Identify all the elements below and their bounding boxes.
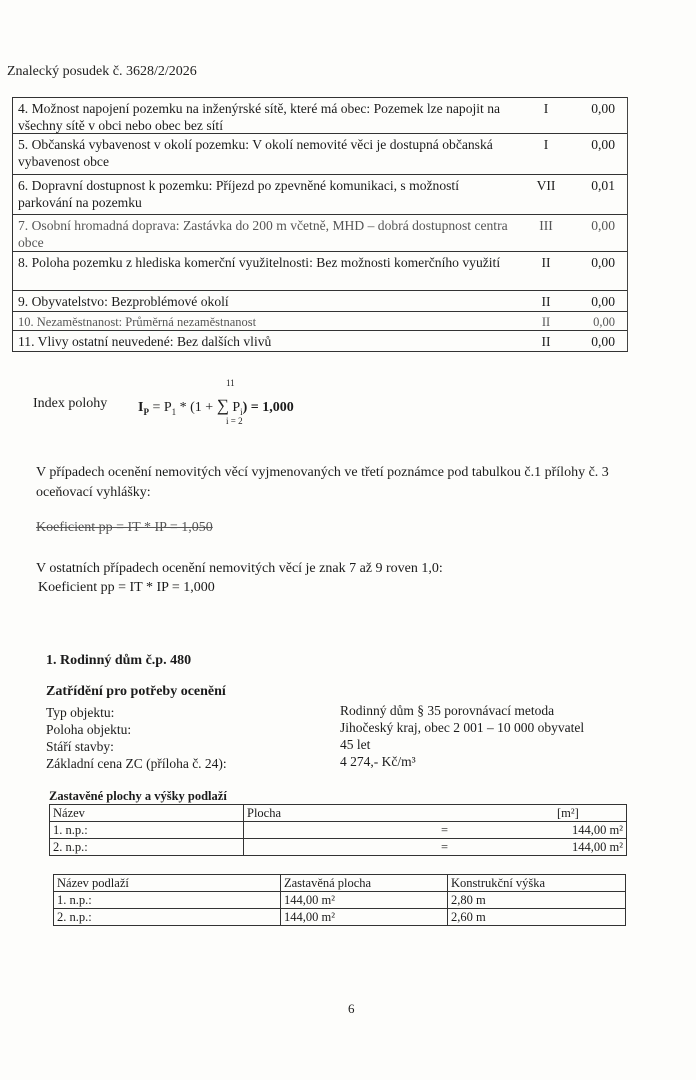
table-row	[54, 892, 626, 909]
areas-title: Zastavěné plochy a výšky podlaží	[49, 789, 227, 803]
col-floor-area: Zastavěná plocha	[281, 875, 448, 892]
sum-lower-limit: i = 2	[226, 416, 243, 426]
col-floor-name: Název podlaží	[54, 875, 281, 892]
class-label: Typ objektu:	[46, 705, 115, 720]
criteria-level: II	[541, 294, 551, 309]
criteria-value: 0,00	[591, 255, 615, 270]
criteria-row	[13, 133, 627, 174]
area-value: 144,00 m²	[554, 822, 627, 839]
criteria-row	[13, 290, 627, 311]
criteria-desc: 10. Nezaměstnanost: Průměrná nezaměstnanost	[18, 315, 257, 329]
class-label: Poloha objektu:	[46, 722, 132, 737]
table-row	[54, 909, 626, 926]
formula-i-sub: P	[143, 406, 149, 417]
criteria-value: 0,00	[591, 101, 615, 116]
formula-mid: = P	[148, 400, 172, 415]
floor-area: 144,00 m²	[281, 892, 448, 909]
floor-name: 2. n.p.:	[54, 909, 281, 926]
document-header: Znalecký posudek č. 3628/2/2026	[7, 64, 197, 79]
criteria-value: 0,01	[591, 178, 615, 193]
criteria-value: 0,00	[593, 315, 615, 329]
floors-table	[53, 874, 626, 926]
formula-p1-sub: 1	[171, 406, 177, 417]
paragraph-first: V případech ocenění nemovitých věcí vyjmenovaných ve třetí poznámce pod tabulkou č.1 přílohy č. 3 oceňovací vyhlášky:	[36, 465, 609, 500]
table-header-row	[54, 875, 626, 892]
index-label: Index polohy	[33, 396, 108, 411]
criteria-desc: 4. Možnost napojení pozemku na inženýrské sítě, které má obec: Pozemek lze napojit na všechny sítě v obci nebo obec bez sítí	[18, 101, 501, 133]
col-name: Název	[50, 805, 244, 822]
criteria-level: II	[541, 255, 551, 270]
class-value: 4 274,- Kč/m³	[340, 754, 416, 769]
floor-height: 2,60 m	[448, 909, 626, 926]
criteria-value: 0,00	[591, 218, 615, 233]
table-row	[50, 839, 627, 856]
criteria-value: 0,00	[591, 334, 615, 349]
criteria-desc: 9. Obyvatelstvo: Bezproblémové okolí	[18, 294, 229, 309]
criteria-table	[12, 97, 628, 352]
floor-area: 144,00 m²	[281, 909, 448, 926]
classification-title: Zatřídění pro potřeby ocenění	[46, 684, 226, 699]
class-label: Základní cena ZC (příloha č. 24):	[46, 756, 227, 771]
criteria-row	[13, 214, 627, 251]
area-eq: =	[244, 839, 555, 856]
areas-table	[49, 804, 627, 856]
area-name: 2. n.p.:	[50, 839, 244, 856]
formula-i: I	[138, 400, 144, 415]
section-title: 1. Rodinný dům č.p. 480	[46, 653, 192, 668]
formula-rest: * (1 +	[176, 400, 217, 415]
criteria-level: VII	[536, 178, 556, 193]
index-formula	[138, 396, 294, 417]
criteria-row	[13, 97, 627, 133]
criteria-row	[13, 330, 627, 351]
criteria-row	[13, 251, 627, 290]
area-value: 144,00 m²	[554, 839, 627, 856]
page-number: 6	[348, 1001, 355, 1016]
formula-end: ) = 1,000	[242, 400, 294, 415]
criteria-value: 0,00	[591, 137, 615, 152]
criteria-level: I	[543, 137, 549, 152]
class-value: Rodinný dům § 35 porovnávací metoda	[340, 703, 555, 718]
col-area	[244, 805, 555, 822]
criteria-desc: 11. Vlivy ostatní neuvedené: Bez dalších vlivů	[18, 334, 272, 349]
criteria-desc: 5. Občanská vybavenost v okolí pozemku: V okolí nemovité věci je dostupná občanská vybavenost obce	[18, 137, 493, 169]
criteria-row	[13, 311, 627, 330]
sum-symbol: ∑	[216, 396, 229, 415]
sum-upper-limit: 11	[226, 378, 235, 388]
area-name: 1. n.p.:	[50, 822, 244, 839]
criteria-row	[13, 174, 627, 214]
floor-height: 2,80 m	[448, 892, 626, 909]
criteria-level: I	[543, 101, 549, 116]
criteria-level: III	[539, 218, 553, 233]
criteria-level: II	[541, 315, 551, 329]
floor-name: 1. n.p.:	[54, 892, 281, 909]
formula-pi: P	[228, 400, 241, 415]
col-floor-height: Konstrukční výška	[448, 875, 626, 892]
formula-pi-sub: i	[240, 406, 243, 417]
criteria-value: 0,00	[591, 294, 615, 309]
class-value: 45 let	[340, 737, 371, 752]
criteria-desc: 8. Poloha pozemku z hlediska komerční využitelnosti: Bez možnosti komerčního využití	[18, 255, 501, 270]
coefficient-second: Koeficient pp = IT * IP = 1,000	[38, 580, 215, 595]
criteria-desc: 6. Dopravní dostupnost k pozemku: Příjezd po zpevněné komunikaci, s možností parkování na pozemku	[18, 178, 459, 210]
class-label: Stáří stavby:	[46, 739, 114, 754]
paragraph-second: V ostatních případech ocenění nemovitých věcí je znak 7 až 9 roven 1,0:	[36, 561, 443, 576]
table-row	[50, 822, 627, 839]
coefficient-first: Koeficient pp = IT * IP = 1,050	[36, 520, 213, 535]
area-eq: =	[244, 822, 555, 839]
criteria-level: II	[541, 334, 551, 349]
class-value: Jihočeský kraj, obec 2 001 – 10 000 obyvatel	[340, 720, 585, 735]
col-area-label: Plocha	[247, 805, 282, 820]
col-unit: [m²]	[554, 805, 627, 822]
table-header-row	[50, 805, 627, 822]
criteria-desc: 7. Osobní hromadná doprava: Zastávka do 200 m včetně, MHD – dobrá dostupnost centra obce	[18, 218, 508, 250]
